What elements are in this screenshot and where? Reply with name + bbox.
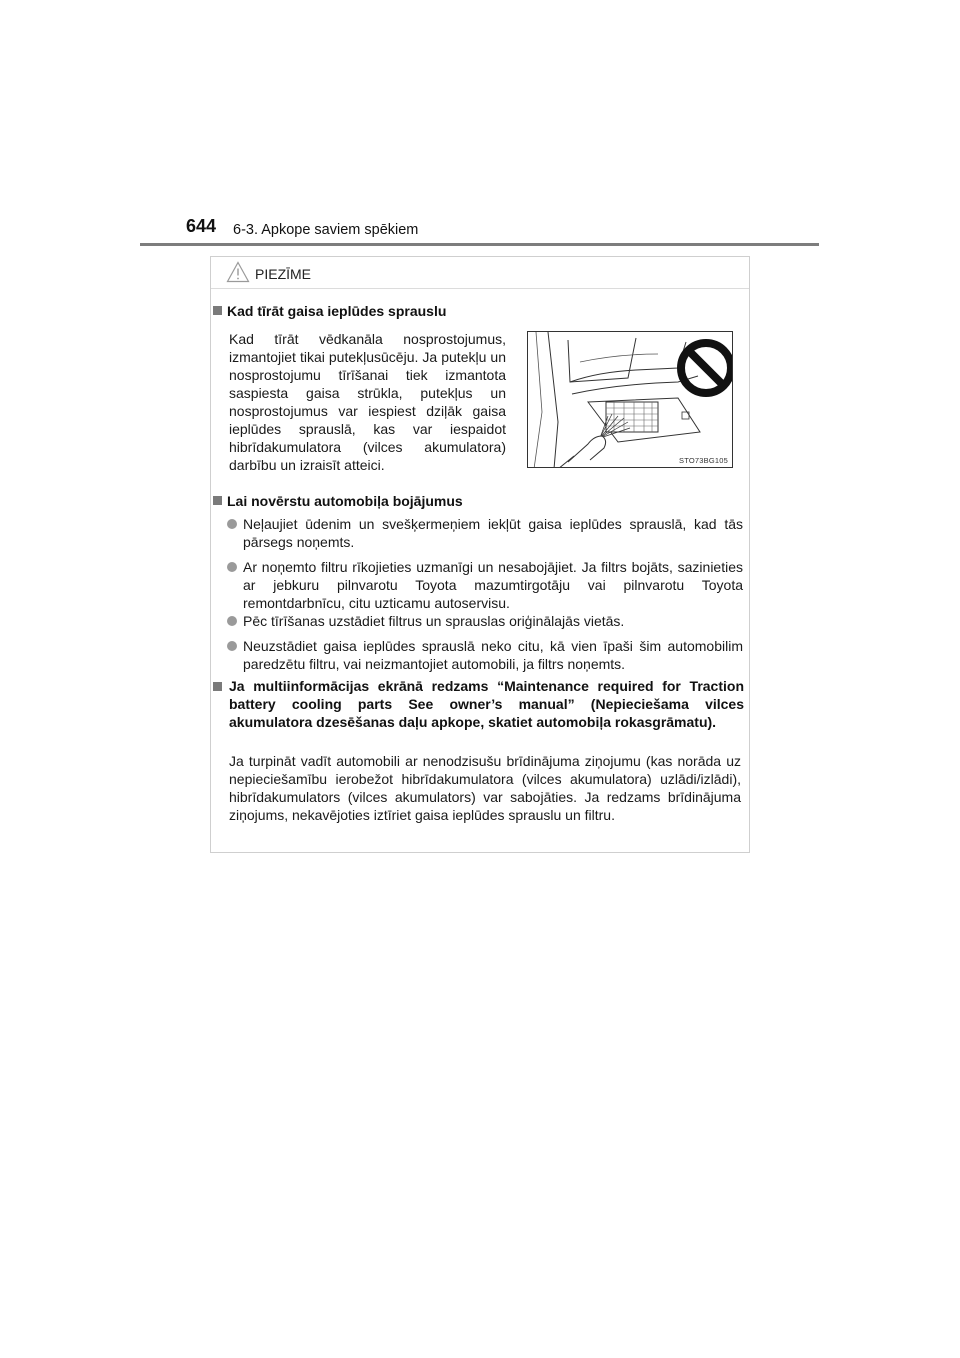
list-item bbox=[227, 515, 743, 551]
note-header bbox=[211, 257, 749, 289]
list-item bbox=[227, 558, 743, 612]
section-heading-cleaning bbox=[213, 302, 446, 320]
list-item-text: Ar noņemto filtru rīkojieties uzmanīgi un nesabojājiet. Ja filtrs bojāts, sazinieties ar jebkuru pilnvarotu Toyota mazumtirgotāju vai pilnvarotu Toyota remontdarbnīcu, citu uzticamu autoservisu. bbox=[243, 559, 743, 611]
section-paragraph-maintenance-message: Ja turpināt vadīt automobili ar nenodzisušu brīdinājuma ziņojumu (kas norāda uz nepieciešamību ierobežot hibrīdakumulatora (vilces akumulatora) uzlādi/izlādi), hibrīdakumulators (vilces akumulators) var sabojāties. Ja redzams brīdinājuma ziņojums, nekavējoties iztīriet gaisa ieplūdes sprauslu un filtru. bbox=[229, 753, 741, 823]
figure-code: STO73BG105 bbox=[679, 456, 728, 465]
chapter-title: 6-3. Apkope saviem spēkiem bbox=[233, 222, 419, 238]
air-intake-drawing bbox=[528, 332, 733, 468]
section-heading-text: Lai novērstu automobiļa bojājumus bbox=[227, 493, 463, 509]
round-bullet-icon bbox=[227, 641, 237, 651]
round-bullet-icon bbox=[227, 616, 237, 626]
air-intake-grille bbox=[606, 402, 658, 432]
section-paragraph-cleaning: Kad tīrāt vēdkanāla nosprostojumus, izmantojiet tikai putekļusūcēju. Ja putekļu un nosprostojumu tīrīšanai tiek izmantota saspiesta gaisa strūkla, putekļus un nosprostojumus var iespiest dziļāk gaisa ieplūdes sprauslā, kas var iespaidot hibrīdakumulatora (vilces akumulatora) darbību un izraisīt atteici. bbox=[229, 331, 506, 473]
note-label: PIEZĪME bbox=[255, 266, 312, 282]
illustration-air-intake bbox=[527, 331, 733, 468]
section-heading-text: Ja multiinformācijas ekrānā redzams “Maintenance required for Traction battery cooling parts See owner’s manual” (Nepieciešama vilces akumulatora dzesēšanas daļu apkope, skatiet automobiļa rokasgrāmatu). bbox=[229, 678, 744, 730]
list-item bbox=[227, 637, 743, 673]
round-bullet-icon bbox=[227, 562, 237, 572]
note-box bbox=[210, 256, 750, 853]
square-bullet-icon bbox=[213, 496, 222, 505]
section-heading-text: Kad tīrāt gaisa ieplūdes sprauslu bbox=[227, 303, 447, 319]
prohibited-icon bbox=[681, 343, 731, 393]
list-item-text: Neuzstādiet gaisa ieplūdes sprauslā neko citu, kā vien īpaši šim automobilim paredzētu filtru, vai neizmantojiet automobili, ja filtrs noņemts. bbox=[243, 638, 743, 672]
square-bullet-icon bbox=[213, 306, 222, 315]
section-heading-maintenance-message bbox=[213, 677, 744, 731]
square-bullet-icon bbox=[213, 682, 222, 691]
header-divider bbox=[140, 243, 819, 246]
list-item bbox=[227, 612, 743, 630]
list-item-text: Pēc tīrīšanas uzstādiet filtrus un sprauslas oriģinālajās vietās. bbox=[243, 613, 625, 629]
section-heading-prevent-damage bbox=[213, 492, 463, 510]
list-item-text: Neļaujiet ūdenim un svešķermeņiem iekļūt gaisa ieplūdes sprauslā, kad tās pārsegs noņemts. bbox=[243, 516, 743, 550]
round-bullet-icon bbox=[227, 519, 237, 529]
warning-triangle-icon bbox=[226, 261, 250, 283]
page-number: 644 bbox=[186, 216, 217, 236]
